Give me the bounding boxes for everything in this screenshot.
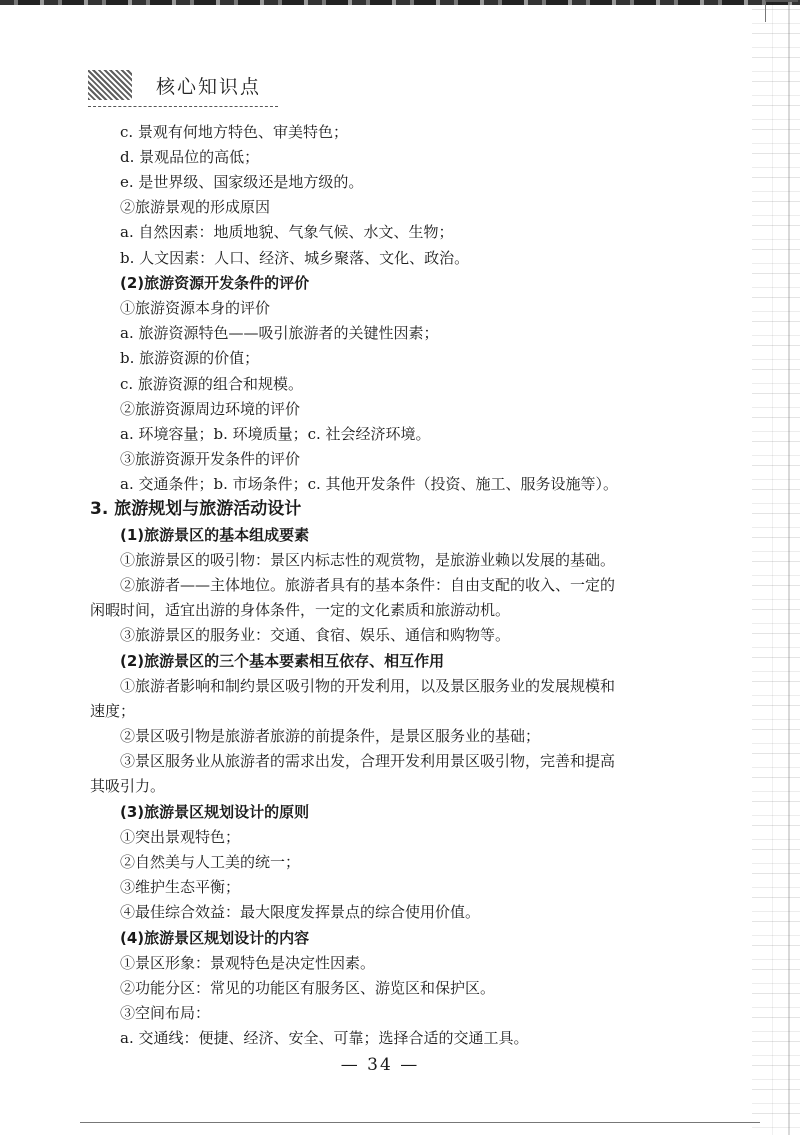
header-pattern-icon — [88, 70, 132, 100]
text-line: ③维护生态平衡； — [120, 878, 241, 896]
text-line: a. 自然因素：地质地貌、气象气候、水文、生物； — [120, 223, 454, 241]
text-line: ②旅游资源周边环境的评价 — [120, 400, 301, 418]
text-line: ②景区吸引物是旅游者旅游的前提条件，是景区服务业的基础； — [120, 727, 541, 745]
subsection-heading: (4)旅游景区规划设计的内容 — [120, 929, 310, 947]
text-line: a. 交通线：便捷、经济、安全、可靠；选择合适的交通工具。 — [120, 1029, 529, 1047]
section-header — [88, 68, 278, 107]
text-line: ③旅游资源开发条件的评价 — [120, 450, 301, 468]
text-line: ①景区形象：景观特色是决定性因素。 — [120, 954, 376, 972]
text-line: ②旅游景观的形成原因 — [120, 198, 271, 216]
section-heading: 3. 旅游规划与旅游活动设计 — [90, 499, 302, 519]
text-line: ①旅游资源本身的评价 — [120, 299, 271, 317]
subsection-heading: (2)旅游资源开发条件的评价 — [120, 274, 310, 292]
text-line: ④最佳综合效益：最大限度发挥景点的综合使用价值。 — [120, 903, 481, 921]
subsection-heading: (3)旅游景区规划设计的原则 — [120, 803, 310, 821]
text-line: a. 环境容量；b. 环境质量；c. 社会经济环境。 — [120, 425, 431, 443]
text-line: c. 景观有何地方特色、审美特色； — [120, 123, 348, 141]
scan-corner-mark — [765, 0, 798, 22]
header-title: 核心知识点 — [156, 76, 262, 98]
text-line: ③旅游景区的服务业：交通、食宿、娱乐、通信和购物等。 — [120, 626, 511, 644]
text-line: ①旅游景区的吸引物：景区内标志性的观赏物，是旅游业赖以发展的基础。 — [120, 551, 616, 569]
text-line: ③空间布局： — [120, 1004, 211, 1022]
text-line: 其吸引力。 — [90, 777, 166, 795]
text-line: b. 旅游资源的价值； — [120, 349, 260, 367]
text-line: a. 旅游资源特色——吸引旅游者的关键性因素； — [120, 324, 439, 342]
text-line: ③景区服务业从旅游者的需求出发，合理开发利用景区吸引物，完善和提高 — [120, 752, 616, 770]
text-line: e. 是世界级、国家级还是地方级的。 — [120, 173, 364, 191]
subsection-heading: (2)旅游景区的三个基本要素相互依存、相互作用 — [120, 652, 445, 670]
text-line: d. 景观品位的高低； — [120, 148, 260, 166]
text-line: ①突出景观特色； — [120, 828, 241, 846]
scan-top-border — [0, 0, 800, 5]
text-line: c. 旅游资源的组合和规模。 — [120, 375, 303, 393]
text-line: b. 人文因素：人口、经济、城乡聚落、文化、政治。 — [120, 249, 470, 267]
text-line: a. 交通条件；b. 市场条件；c. 其他开发条件（投资、施工、服务设施等）。 — [120, 475, 619, 493]
text-line: ②自然美与人工美的统一； — [120, 853, 301, 871]
page-number: — 34 — — [340, 1055, 420, 1075]
text-line: 闲暇时间，适宜出游的身体条件，一定的文化素质和旅游动机。 — [90, 601, 511, 619]
text-line: ②功能分区：常见的功能区有服务区、游览区和保护区。 — [120, 979, 496, 997]
scan-bottom-rule — [80, 1122, 760, 1123]
scan-edge-noise — [752, 0, 800, 1135]
text-line: ②旅游者——主体地位。旅游者具有的基本条件：自由支配的收入、一定的 — [120, 576, 616, 594]
text-line: ①旅游者影响和制约景区吸引物的开发利用，以及景区服务业的发展规模和 — [120, 677, 616, 695]
text-line: 速度； — [90, 702, 136, 720]
subsection-heading: (1)旅游景区的基本组成要素 — [120, 526, 310, 544]
